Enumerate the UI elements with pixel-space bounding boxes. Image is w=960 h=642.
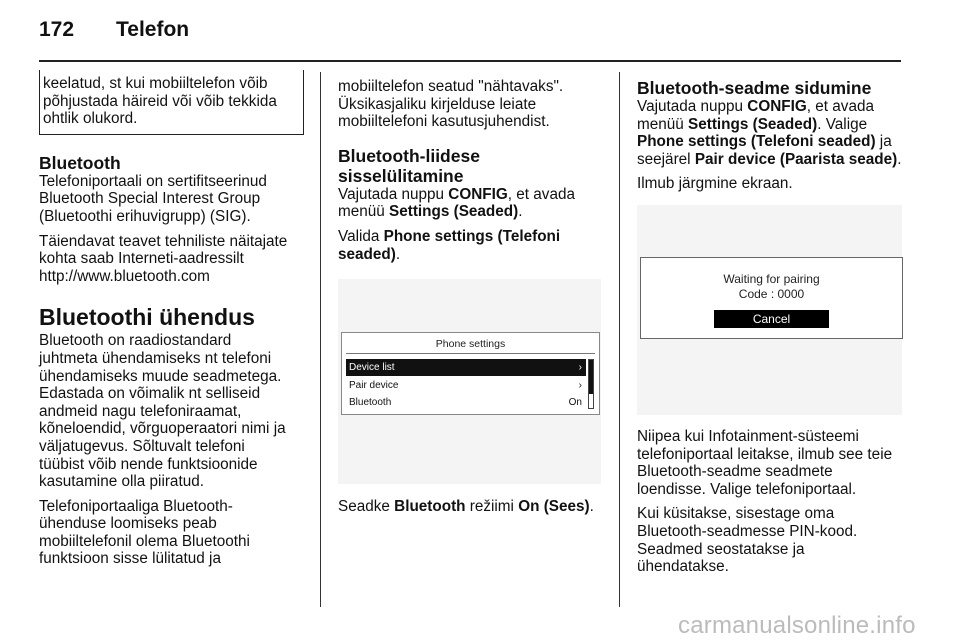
text-line: andmeid nagu telefoniraamat, bbox=[39, 402, 242, 420]
text-line: telefoniportaal leitakse, ilmub see teie bbox=[637, 445, 893, 463]
menu-item-pair-device[interactable] bbox=[346, 377, 586, 394]
column-divider-1 bbox=[320, 72, 321, 607]
bluetooth-label: Bluetooth bbox=[394, 498, 466, 516]
text-line: ühendamiseks muude seadmetega. bbox=[39, 367, 282, 385]
header-rule bbox=[39, 60, 901, 62]
divider bbox=[346, 353, 595, 354]
connection-paragraph-1 bbox=[39, 332, 304, 490]
menu-item-label: Bluetooth bbox=[349, 397, 392, 409]
column-divider-2 bbox=[619, 72, 620, 607]
url-text: http://www.bluetooth.com bbox=[39, 267, 210, 285]
phone-settings-screenshot bbox=[338, 279, 601, 484]
enable-bluetooth-heading bbox=[338, 146, 608, 186]
text-line: ühenduse loomiseks peab bbox=[39, 515, 217, 533]
text-line: Telefoniportaaliga Bluetooth- bbox=[39, 497, 233, 515]
text-line: Kui küsitakse, sisestage oma bbox=[637, 505, 835, 523]
text: menüü bbox=[338, 203, 390, 221]
phone-settings-label: Phone settings (Telefoni bbox=[383, 227, 561, 245]
text: . bbox=[589, 498, 594, 516]
text: , et avada bbox=[806, 98, 874, 115]
heading-line: sisselülitamine bbox=[338, 165, 464, 186]
phone-settings-label: Phone settings (Telefoni seaded) bbox=[637, 133, 876, 151]
text-line: mobiiltelefoni kasutusjuhendist. bbox=[338, 113, 550, 131]
config-label: CONFIG bbox=[448, 185, 508, 203]
text-line: ühendatakse. bbox=[637, 558, 729, 576]
heading-line: Bluetooth-liidese bbox=[338, 145, 480, 166]
page-number: 172 bbox=[39, 18, 75, 41]
text: . bbox=[395, 245, 401, 263]
text-line: loendisse. Valige telefoniportaal. bbox=[637, 480, 857, 498]
page-title: Telefon bbox=[116, 18, 190, 41]
bluetooth-heading: Bluetooth bbox=[39, 152, 121, 173]
pairing-screen bbox=[640, 257, 903, 339]
step-2 bbox=[338, 228, 608, 263]
pairing-step-2: Ilmub järgmine ekraan. bbox=[637, 175, 793, 193]
pairing-screenshot bbox=[637, 205, 902, 415]
text-line: mobiiltelefon seatud "nähtavaks". bbox=[338, 78, 564, 95]
text-line: mobiiltelefonil olema Bluetoothi bbox=[39, 532, 250, 550]
menu-item-bluetooth[interactable] bbox=[346, 394, 586, 411]
cancel-button[interactable]: Cancel bbox=[714, 310, 829, 328]
text-line: tüübist võib nende funktsioonide bbox=[39, 455, 258, 473]
warning-box bbox=[39, 70, 304, 135]
text-line: Üksikasjaliku kirjelduse leiate bbox=[338, 95, 537, 113]
intro-paragraph bbox=[338, 78, 608, 131]
settings-label: Settings (Seaded) bbox=[688, 115, 818, 133]
text: režiimi bbox=[465, 498, 519, 516]
text: . bbox=[518, 203, 523, 221]
text: . bbox=[897, 150, 902, 168]
bluetooth-state-value: On bbox=[568, 397, 582, 409]
text-line: Edastada on võimalik nt selliseid bbox=[39, 385, 261, 403]
text-line: (Bluetoothi erihuvigrupp) (SIG). bbox=[39, 207, 251, 225]
column-2 bbox=[338, 78, 608, 523]
menu-item-label: Device list bbox=[349, 362, 395, 374]
pairing-heading: Bluetooth-seadme sidumine bbox=[637, 78, 872, 98]
step-3 bbox=[338, 498, 608, 516]
column-1 bbox=[39, 70, 304, 575]
column-3 bbox=[637, 78, 905, 583]
text: seejärel bbox=[637, 150, 695, 168]
screen-title: Phone settings bbox=[435, 338, 506, 351]
bluetooth-paragraph-2 bbox=[39, 233, 304, 286]
warning-line: keelatud, st kui mobiiltelefon võib bbox=[43, 75, 268, 92]
text: Vajutada nuppu bbox=[637, 98, 748, 115]
connection-paragraph-2 bbox=[39, 498, 304, 568]
text-line: Bluetooth-seadmesse PIN-kood. bbox=[637, 522, 858, 540]
pair-device-label: Pair device (Paarista seade) bbox=[694, 150, 898, 168]
pairing-code: Code : 0000 bbox=[738, 286, 805, 301]
text-line: Bluetooth Special Interest Group bbox=[39, 190, 261, 208]
warning-line: ohtlik olukord. bbox=[43, 110, 138, 128]
text-line: kohta saab Interneti-aadressilt bbox=[39, 250, 244, 268]
text-line: kasutamine olla piiratud. bbox=[39, 473, 204, 491]
waiting-text: Waiting for pairing bbox=[723, 271, 820, 286]
pairing-step-1 bbox=[637, 98, 905, 168]
pairing-step-3 bbox=[637, 428, 905, 498]
text: Valida bbox=[338, 227, 384, 245]
text: menüü bbox=[637, 115, 689, 133]
phone-settings-screen bbox=[341, 332, 600, 415]
text-line: väljatugevus. Sõltuvalt telefoni bbox=[39, 437, 245, 455]
text-line: Bluetooth-seadme seadmete bbox=[637, 463, 833, 481]
scrollbar[interactable] bbox=[588, 359, 594, 409]
chevron-right-icon: › bbox=[578, 380, 582, 392]
menu-item-device-list[interactable] bbox=[346, 359, 586, 376]
watermark: carmanualsonline.info bbox=[678, 612, 916, 639]
text-line: Niipea kui Infotainment-süsteemi bbox=[637, 427, 859, 445]
text: Vajutada nuppu bbox=[338, 185, 449, 203]
text-line: Bluetooth on raadiostandard bbox=[39, 332, 232, 350]
text-line: funktsioon sisse lülitatud ja bbox=[39, 550, 221, 568]
text: Seadke bbox=[338, 498, 395, 516]
settings-label: Settings (Seaded) bbox=[389, 203, 519, 221]
text-line: Telefoniportaali on sertifitseerinud bbox=[39, 172, 267, 190]
pairing-step-4 bbox=[637, 505, 905, 575]
text-line: Täiendavat teavet tehniliste näitajate bbox=[39, 232, 288, 250]
on-label: On (Sees) bbox=[518, 498, 590, 516]
text-line: kõneloendid, võrguoperaatori nimi ja bbox=[39, 420, 286, 438]
text-line: juhtmeta ühendamiseks nt telefoni bbox=[39, 349, 272, 367]
text: , et avada bbox=[507, 185, 575, 203]
phone-settings-label: seaded) bbox=[338, 245, 396, 263]
config-label: CONFIG bbox=[747, 98, 807, 115]
bluetooth-paragraph-1 bbox=[39, 173, 304, 226]
step-1 bbox=[338, 186, 608, 221]
text-line: Seadmed seostatakse ja bbox=[637, 540, 805, 558]
scrollbar-thumb[interactable] bbox=[589, 360, 593, 394]
text: . Valige bbox=[817, 115, 868, 133]
text: ja bbox=[875, 133, 892, 151]
warning-line: põhjustada häireid või võib tekkida bbox=[43, 92, 277, 110]
connection-heading: Bluetoothi ühendus bbox=[39, 304, 255, 331]
menu-item-label: Pair device bbox=[349, 380, 399, 392]
chevron-right-icon: › bbox=[578, 362, 582, 374]
